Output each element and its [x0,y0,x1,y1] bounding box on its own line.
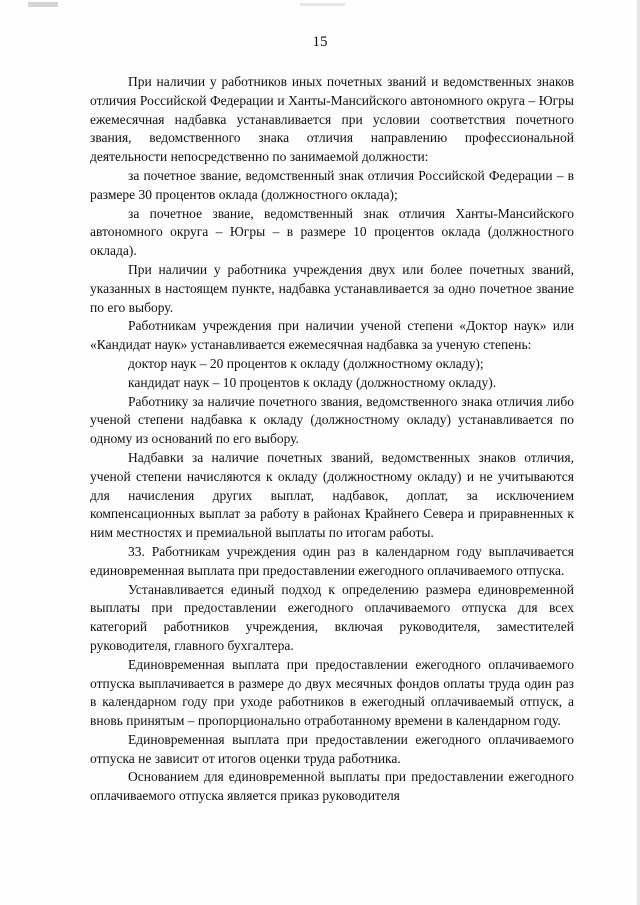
paragraph: за почетное звание, ведомственный знак отличия Ханты-Мансийского автономного округа – Югры – в размере 10 процентов оклада (должностного оклада). [90,205,574,259]
paragraph: доктор наук – 20 процентов к окладу (должностному окладу); [128,355,484,371]
paragraph: Надбавки за наличие почетных званий, ведомственных знаков отличия, ученой степени начисляются к окладу (должностному окладу) и не учитываются для начисления других выплат, надбавок, доплат, за исключением компенсационных выплат за работу в районах Крайнего Севера и приравненных к ним местностях и премиальной выплаты по итогам работы. [90,449,574,541]
paragraph: кандидат наук – 10 процентов к окладу (должностному окладу). [128,374,497,390]
paragraph: 33. Работникам учреждения один раз в календарном году выплачивается единовременная выплата при предоставлении ежегодного оплачиваемого отпуска. [90,543,574,578]
paragraph: Работникам учреждения при наличии ученой степени «Доктор наук» или «Кандидат наук» устанавливается ежемесячная надбавка за ученую степень: [90,318,574,353]
scan-artifact [28,2,58,7]
paragraph: Единовременная выплата при предоставлении ежегодного оплачиваемого отпуска не зависит от итогов оценки труда работника. [90,731,574,766]
page-number: 15 [312,34,328,50]
paragraph: за почетное звание, ведомственный знак отличия Российской Федерации – в размере 30 процентов оклада (должностного оклада); [90,167,574,202]
paragraph: Устанавливается единый подход к определению размера единовременной выплаты при предоставлении ежегодного оплачиваемого отпуска для всех категорий работников учреждения, включая руководителя, заместителей руководителя, главного бухгалтера. [90,581,574,653]
paragraph: При наличии у работников иных почетных званий и ведомственных знаков отличия Российской Федерации и Ханты-Мансийского автономного округа – Югры ежемесячная надбавка устанавливается при условии соответствия почетного звания, ведомственного знака отличия направлению профессиональной деятельности непосредственно по занимаемой должности: [90,74,574,165]
scan-artifact [300,3,345,6]
paragraph: При наличии у работника учреждения двух или более почетных званий, указанных в настоящем пункте, надбавка устанавливается за одно почетное звание по его выбору. [90,261,574,315]
document-body [90,73,574,806]
paragraph: Основанием для единовременной выплаты при предоставлении ежегодного оплачиваемого отпуска является приказ руководителя [90,769,574,804]
paragraph: Работнику за наличие почетного звания, ведомственного знака отличия либо ученой степени надбавка к окладу (должностному окладу) устанавливается по одному из оснований по его выбору. [90,393,574,447]
paragraph: Единовременная выплата при предоставлении ежегодного оплачиваемого отпуска выплачивается в размере до двух месячных фондов оплаты труда один раз в календарном году при уходе работников в ежегодный оплачиваемый отпуск, а вновь принятым – пропорционально отработанному времени в календарном году. [90,656,574,729]
